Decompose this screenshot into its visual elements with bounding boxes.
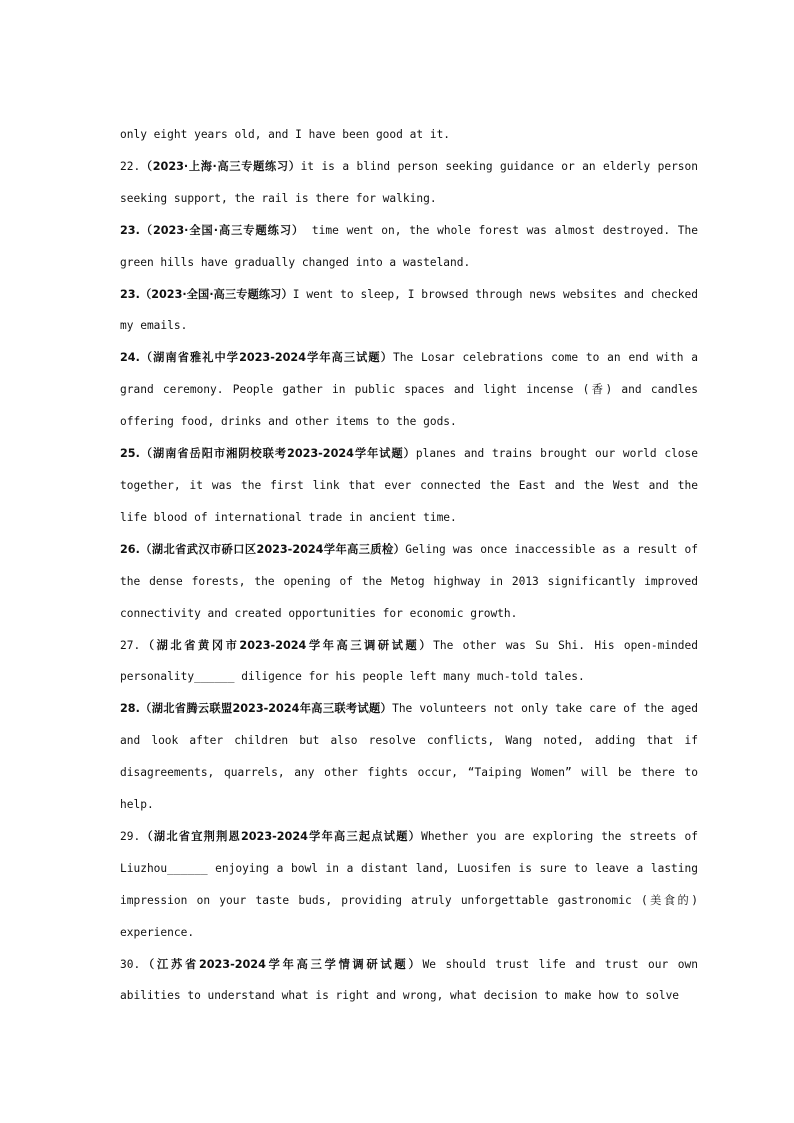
question-number: 23. <box>120 223 140 237</box>
question-source: （2023·全国·高三专题练习） <box>139 223 305 237</box>
question-item <box>120 630 698 694</box>
question-text: time went on, the whole forest was almost destroyed. The green hills have gradually changed into a wasteland. <box>120 223 699 269</box>
question-text: The Losar celebrations come to an end with a grand ceremony. People gather in public spaces and light incense (香) and candles offering food, drinks and other items to the gods. <box>120 351 698 429</box>
question-item <box>120 151 698 215</box>
question-text: The volunteers not only take care of the aged and look after children but also resolve conflicts, Wang noted, adding that if disagreements, quarrels, any other fights occur, “Taiping Women” will be there to help. <box>120 702 698 812</box>
question-item <box>120 279 698 343</box>
question-item <box>120 342 698 438</box>
question-source: （湖北省黄冈市2023-2024学年高三调研试题） <box>140 638 434 652</box>
question-source: （湖北省腾云联盟2023-2024年高三联考试题） <box>139 702 393 716</box>
question-number: 29. <box>120 829 141 843</box>
question-text: only eight years old, and I have been good at it. <box>120 128 451 141</box>
question-source: （2023·上海·高三专题练习） <box>140 159 301 173</box>
question-source: （2023·全国·高三专题练习） <box>139 287 293 301</box>
question-item <box>120 821 698 949</box>
question-text: Geling was once inaccessible as a result of the dense forests, the opening of the Metog highway in 2013 significantly improved connectivity and created opportunities for economic growth. <box>120 542 699 620</box>
question-item <box>120 534 698 630</box>
question-source: （湖北省宜荆荆恩2023-2024学年高三起点试题） <box>140 829 422 843</box>
question-item <box>120 949 698 1013</box>
question-source: （江苏省2023-2024学年高三学情调研试题） <box>140 957 423 971</box>
question-text: planes and trains brought our world close together, it was the first link that ever connected the East and the West and the life blood of international trade in ancient time. <box>120 447 699 524</box>
question-text: I went to sleep, I browsed through news websites and checked my emails. <box>120 287 698 333</box>
question-text: it is a blind person seeking guidance or an elderly person seeking support, the rail is there for walking. <box>120 159 699 205</box>
question-number: 24. <box>120 351 140 365</box>
question-number: 30. <box>120 957 141 971</box>
question-number: 25. <box>120 447 140 461</box>
question-number: 22. <box>120 159 141 173</box>
question-source: （湖南省岳阳市湘阴校联考2023-2024学年试题） <box>139 447 416 461</box>
question-text: Whether you are exploring the streets of Liuzhou______ enjoying a bowl in a distant land, Luosifen is sure to leave a lasting impression on your taste buds, providing atruly unforgettable gastronomic (美食的) experience. <box>120 829 698 939</box>
question-source: （湖南省雅礼中学2023-2024学年高三试题） <box>139 351 393 365</box>
question-number: 28. <box>120 702 140 716</box>
question-item <box>120 119 698 151</box>
question-number: 26. <box>120 542 140 556</box>
question-number: 27. <box>120 638 141 652</box>
question-text: The other was Su Shi. His open-minded personality______ diligence for his people left many much-told tales. <box>120 638 698 684</box>
question-item <box>120 438 698 534</box>
question-item <box>120 215 698 279</box>
question-text: We should trust life and trust our own abilities to understand what is right and wrong, what decision to make how to solve <box>120 957 699 1003</box>
document-page <box>120 119 698 1012</box>
question-source: （湖北省武汉市硚口区2023-2024学年高三质检） <box>139 542 406 556</box>
question-item <box>120 693 698 821</box>
question-number: 23. <box>120 287 140 301</box>
